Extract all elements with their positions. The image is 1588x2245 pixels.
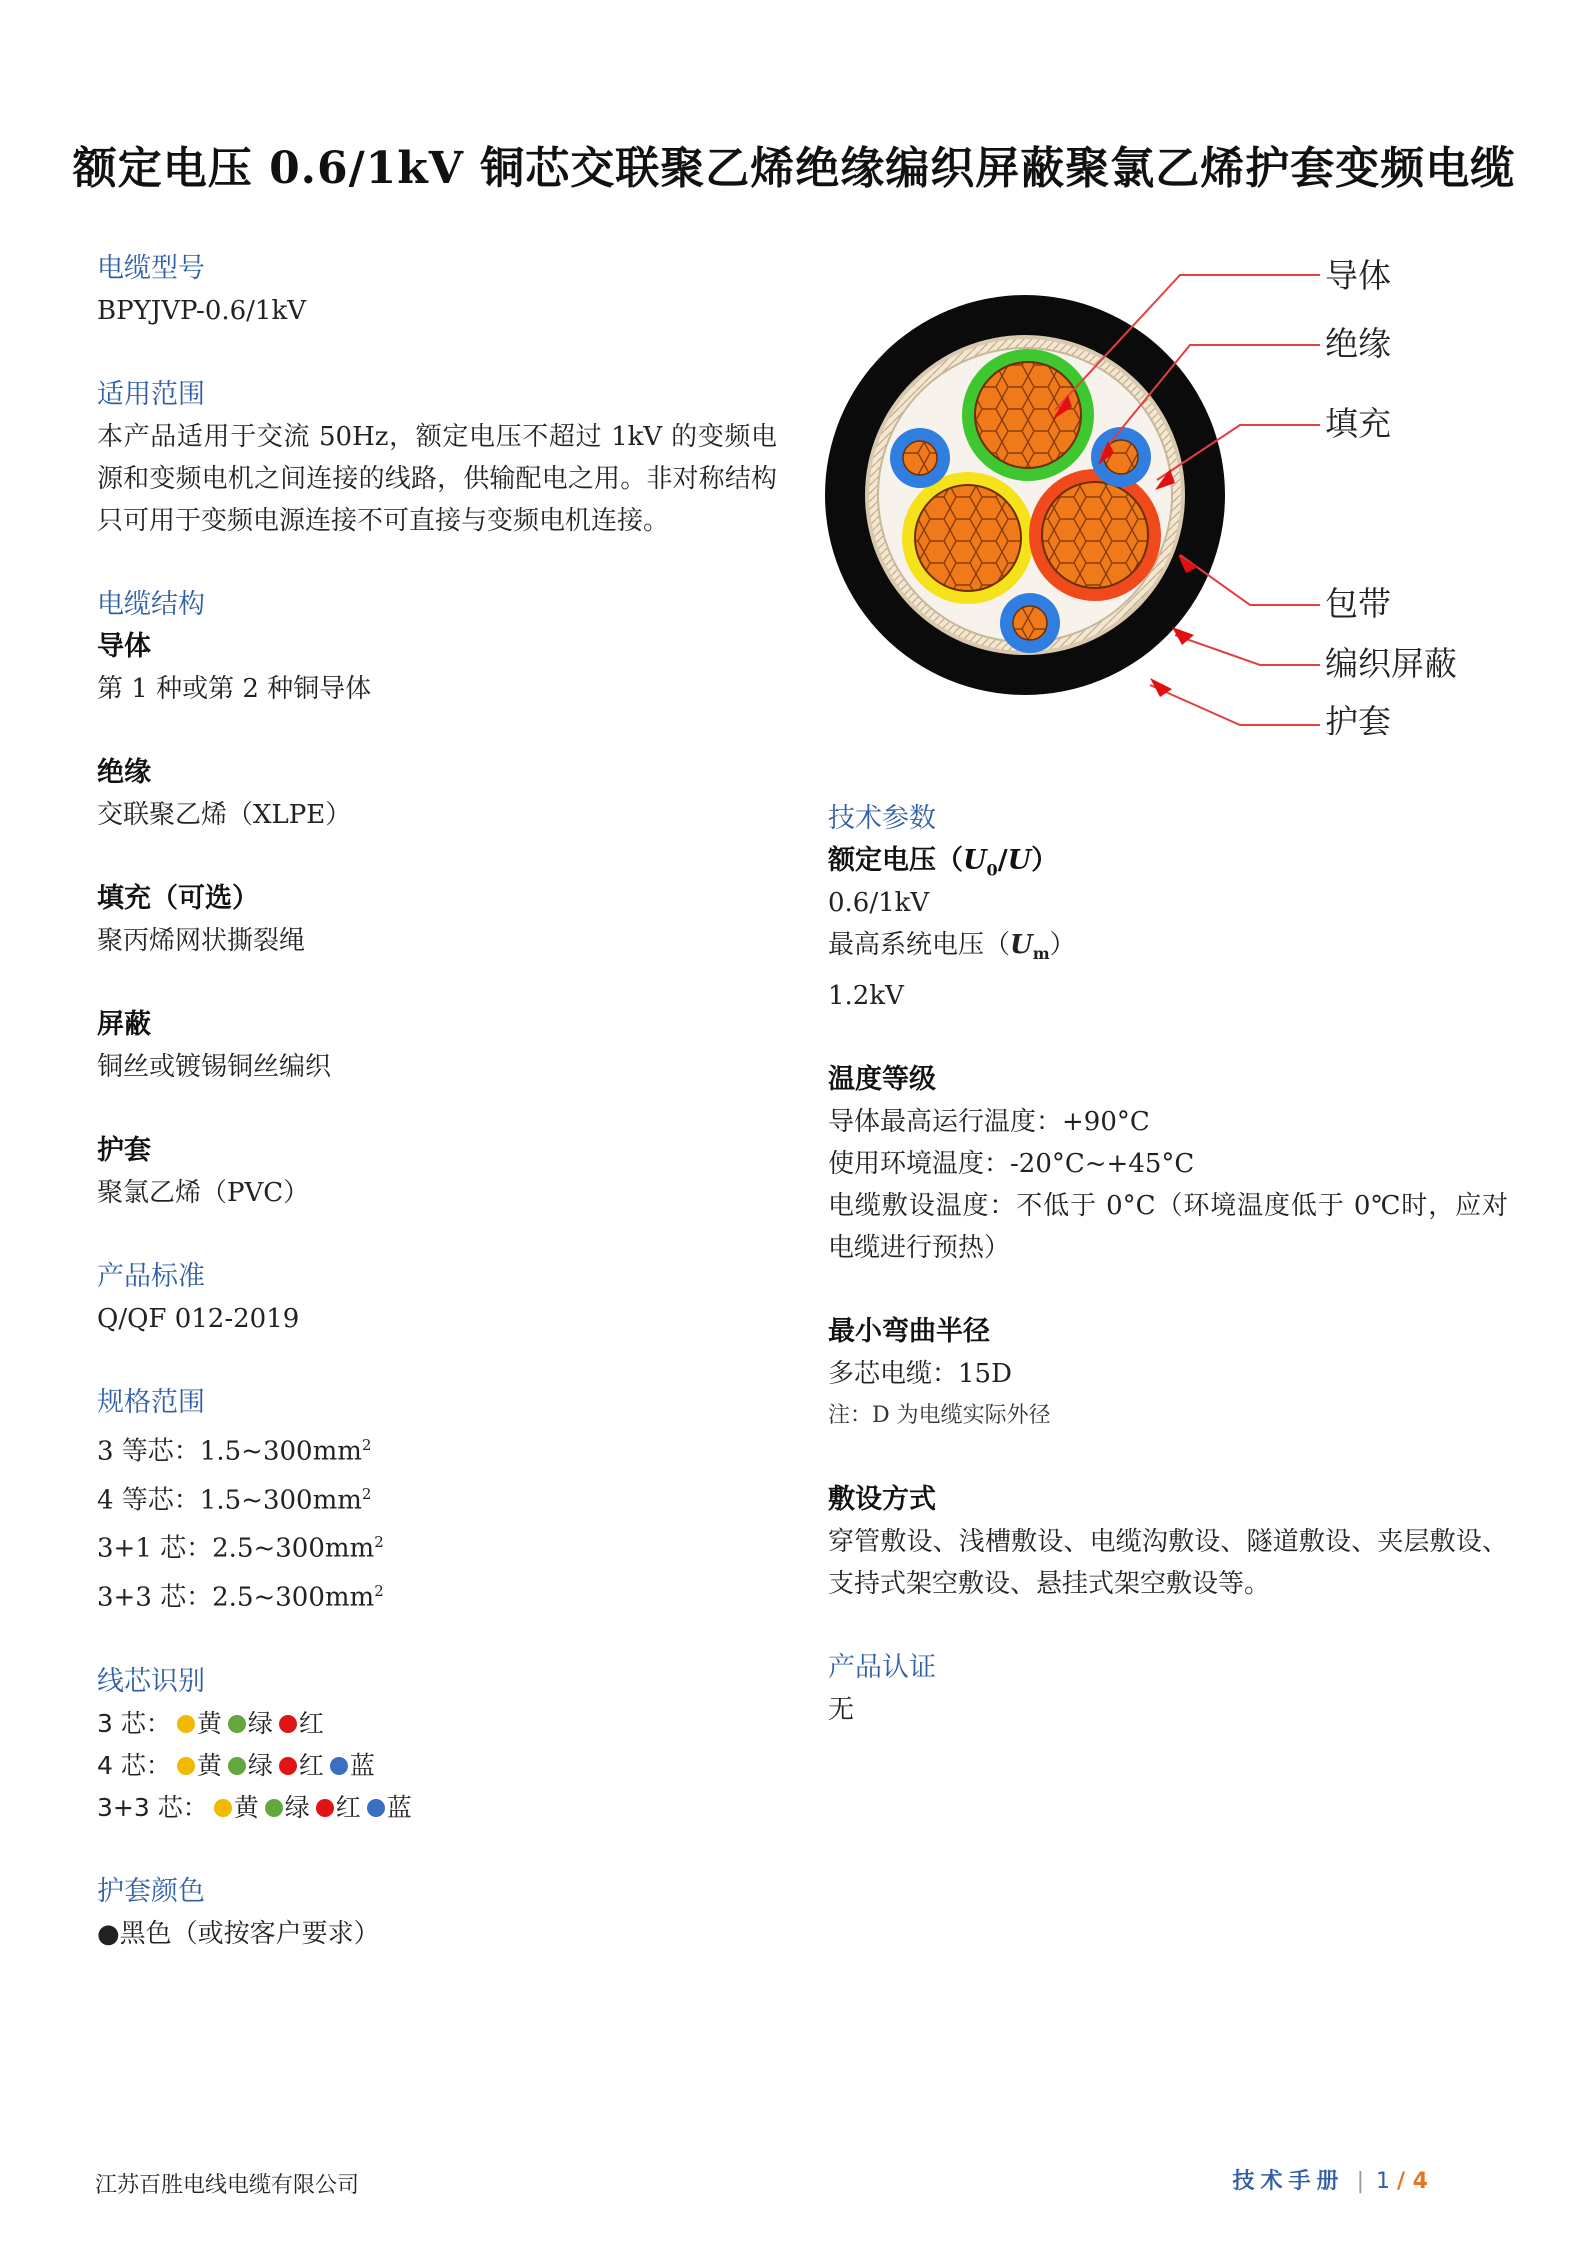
footer-manual: 技术手册 [1232,2169,1345,2194]
core-id-row [97,1787,797,1829]
core-color-name: 绿 [247,1708,273,1738]
core-color-name: 黄 [196,1750,222,1780]
spec-item: 4 等芯：$1.5\sim 300mm^2$ [97,1484,372,1516]
color-dot-icon [330,1757,348,1775]
label-sheath: 护套 [1325,702,1391,735]
core-id-list [97,1703,797,1829]
color-dot-icon [228,1757,246,1775]
label-insulation: 绝缘 [1325,324,1391,363]
core-id-label: 4 芯： [97,1750,171,1780]
spec-item: 3+3 芯：$2.5\sim 300mm^2$ [97,1581,384,1613]
color-dot-icon [279,1757,297,1775]
core-color-name: 红 [335,1792,361,1822]
scope-text: 本产品适用于交流 50Hz，额定电压不超过 1kV 的变频电源和变频电机之间连接的线路，供输配电之用。非对称结构只可用于变频电源连接不可直接与变频电机连接。 [97,422,777,536]
temperature-line: 电缆敷设温度：不低于 0°C（环境温度低于 0℃时，应对电缆进行预热） [828,1191,1508,1264]
color-dot-icon [228,1715,246,1733]
page-title: 额定电压 0.6/1kV 铜芯交联聚乙烯绝缘编织屏蔽聚氯乙烯护套变频电缆 [72,143,1516,194]
footer-page-number: 1 [1375,2169,1390,2194]
core-id-label: 3+3 芯： [97,1792,208,1822]
color-dot-icon [214,1799,232,1817]
installation-text: 穿管敷设、浅槽敷设、电缆沟敷设、隧道敷设、夹层敷设、支持式架空敷设、悬挂式架空敷设等。 [828,1527,1508,1600]
right-column [828,798,1508,1731]
footer-page-info [1233,2164,1428,2195]
conductor-value: 第 1 种或第 2 种铜导体 [97,674,372,704]
sheath-color-value: ●黑色（或按客户要求） [97,1918,380,1949]
sheath-color-heading: 护套颜色 [97,1875,205,1907]
footer-page-total: / 4 [1396,2169,1428,2194]
temperature-line: 导体最高运行温度：+90°C [828,1107,1150,1138]
footer-separator: | [1356,2169,1364,2194]
core-id-row [97,1703,797,1745]
max-voltage-value: 1.2kV [828,981,904,1012]
conductor-label: 导体 [97,631,151,662]
color-dot-icon [177,1715,195,1733]
rated-voltage-value: 0.6/1kV [828,888,930,918]
footer-company: 江苏百胜电线电缆有限公司 [95,2173,360,2198]
certification-value: 无 [828,1695,855,1726]
model-value: BPYJVP-0.6/1kV [97,296,307,326]
bending-value: 多芯电缆：15D [828,1359,1012,1390]
scope-heading: 适用范围 [97,379,205,410]
color-dot-icon [316,1799,334,1817]
core-color-name: 绿 [247,1750,273,1780]
bending-note: 注：D 为电缆实际外径 [828,1403,1051,1429]
color-dot-icon [367,1799,385,1817]
installation-heading: 敷设方式 [828,1484,936,1516]
left-column [97,248,797,1955]
label-braid: 编织屏蔽 [1325,644,1457,683]
structure-heading: 电缆结构 [97,589,205,620]
spec-item: 3+1 芯：$2.5\sim 300mm^2$ [97,1533,384,1564]
tech-heading: 技术参数 [828,803,936,834]
core-id-label: 3 芯： [97,1708,171,1738]
label-conductor: 导体 [1325,256,1391,295]
color-dot-icon [177,1757,195,1775]
core-color-name: 红 [298,1708,324,1738]
color-dot-icon [265,1799,283,1817]
certification-heading: 产品认证 [828,1652,936,1684]
cable-cross-section-diagram [820,255,1520,735]
core-id-heading: 线芯识别 [97,1665,205,1697]
standard-value: Q/QF 012-2019 [97,1304,300,1334]
insulation-label: 绝缘 [97,757,151,788]
core-color-name: 绿 [284,1792,310,1822]
sheath-value: 聚氯乙烯（PVC） [97,1178,310,1208]
shield-label: 屏蔽 [97,1009,151,1040]
sheath-label: 护套 [97,1135,151,1166]
spec-item: 3 等芯：$1.5\sim 300mm^2$ [97,1436,372,1467]
standard-heading: 产品标准 [97,1261,205,1292]
temperature-heading: 温度等级 [828,1064,936,1096]
filler-label: 填充（可选） [97,883,259,914]
temperature-line: 使用环境温度：-20°C~+45°C [828,1149,1195,1180]
shield-value: 铜丝或镀锡铜丝编织 [97,1052,332,1082]
label-tape: 包带 [1325,584,1391,623]
bending-heading: 最小弯曲半径 [828,1316,990,1348]
insulation-value: 交联聚乙烯（XLPE） [97,800,352,830]
model-heading: 电缆型号 [97,253,205,284]
spec-range-heading: 规格范围 [97,1387,205,1418]
label-filler: 填充 [1325,404,1391,443]
max-voltage-label: 最高系统电压$(U_m)$ [828,930,1076,964]
core-color-name: 蓝 [386,1792,412,1822]
core-color-name: 黄 [233,1792,259,1822]
filler-value: 聚丙烯网状撕裂绳 [97,926,306,956]
core-id-row [97,1745,797,1787]
rated-voltage-label: 额定电压$(U_0/U)$ [828,845,1059,880]
color-dot-icon [279,1715,297,1733]
core-color-name: 黄 [196,1708,222,1738]
core-color-name: 红 [298,1750,324,1780]
core-color-name: 蓝 [349,1750,375,1780]
